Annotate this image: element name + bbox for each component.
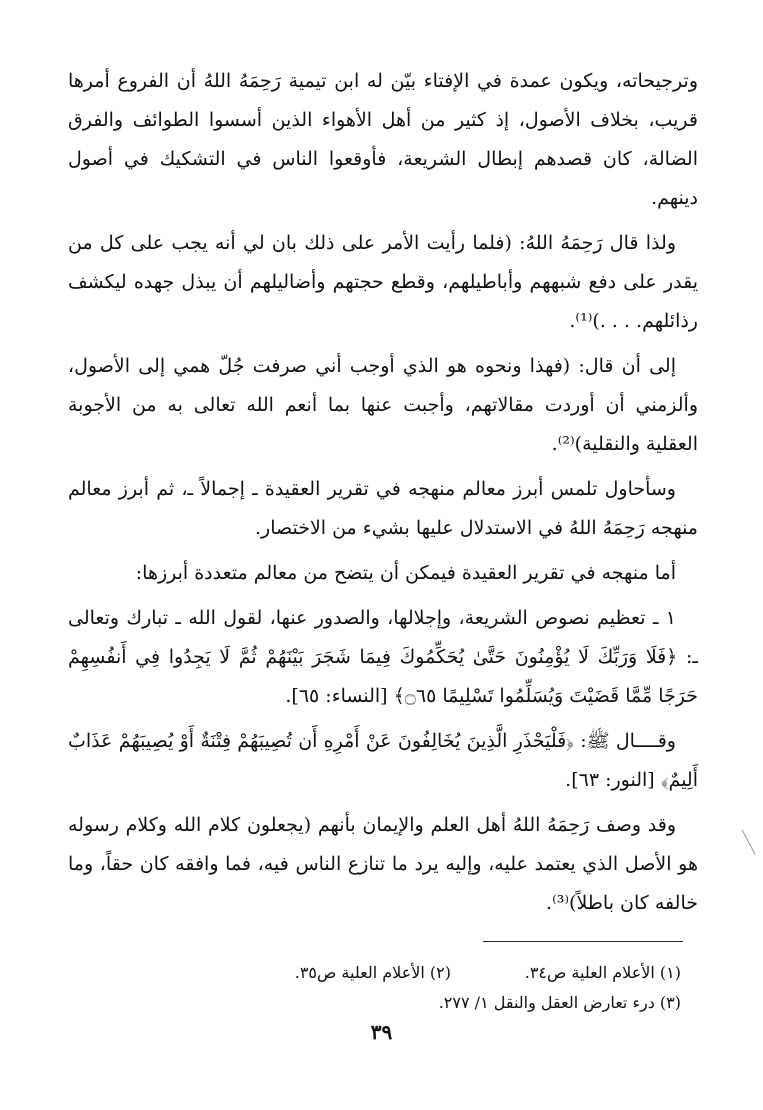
footnote-row: [61, 988, 681, 1018]
footnote-3: (٣) درء تعارض العقل والنقل ١/ ٢٧٧.: [438, 993, 681, 1012]
paragraph-2: ولذا قال رَحِمَهُ اللهُ: (فلما رأيت الأمر على ذلك بان لي أنه يجب على كل من يقدر على دفع شبههم وأباطيلهم، وقطع حجتهم وأضاليلهم أن يبذل جهده ليكشف رذائلهم. . . .)⁽¹⁾.: [68, 232, 698, 332]
body-text: [68, 62, 698, 929]
scan-mark: [741, 829, 755, 854]
footnote-row: [61, 958, 681, 988]
paragraph-4: وسأحاول تلمس أبرز معالم منهجه في تقرير العقيدة ـ إجمالاً ـ، ثم أبرز معالم منهجه رَحِمَهُ اللهُ في الاستدلال عليها بشيء من الاختصار.: [68, 478, 698, 539]
footnotes: [61, 958, 681, 1018]
paragraph-6: ١ ـ تعظيم نصوص الشريعة، وإجلالها، والصدور عنها، لقول الله ـ تبارك وتعالى ـ: ﴿فَلَا وَرَبِّكَ لَا يُؤْمِنُونَ حَتَّىٰ يُحَكِّمُوكَ فِيمَا شَجَرَ بَيْنَهُمْ ثُمَّ لَا يَجِدُوا فِي أَنفُسِهِمْ حَرَجًا مِّمَّا قَضَيْتَ وَيُسَلِّمُوا تَسْلِيمًا ۝٦٥﴾ [النساء: ٦٥].: [68, 607, 698, 707]
paragraph-5: أما منهجه في تقرير العقيدة فيمكن أن يتضح من معالم متعددة أبرزها:: [135, 562, 676, 584]
page-number: ٣٩: [370, 1020, 393, 1044]
paragraph-3: إلى أن قال: (فهذا ونحوه هو الذي أوجب أني صرفت جُلّ همي إلى الأصول، وألزمني أن أوردت مقالاتهم، وأجبت عنها بما أنعم الله تعالى به من الأجوبة العقلية والنقلية)⁽²⁾.: [68, 355, 698, 455]
footnote-separator: [483, 941, 683, 942]
footnote-1: (١) الأعلام العلية ص٣٤.: [524, 963, 681, 982]
footnote-2: (٢) الأعلام العلية ص٣٥.: [294, 963, 451, 982]
paragraph-1: وترجيحاته، ويكون عمدة في الإفتاء بيّن له ابن تيمية رَحِمَهُ اللهُ أن الفروع أمرها قريب، بخلاف الأصول، إذ كثير من أهل الأهواء الذين أسسوا الطوائف والفرق الضالة، كان قصدهم إبطال الشريعة، فأوقعوا الناس في التشكيك في أصول دينهم.: [68, 70, 698, 209]
paragraph-7: وقــــال ﷺ: ﴿فَلْيَحْذَرِ الَّذِينَ يُخَالِفُونَ عَنْ أَمْرِهِ أَن تُصِيبَهُمْ فِتْنَةٌ أَوْ يُصِيبَهُمْ عَذَابٌ أَلِيمٌ﴾ [النور: ٦٣].: [68, 730, 698, 791]
paragraph-8: وقد وصف رَحِمَهُ اللهُ أهل العلم والإيمان بأنهم (يجعلون كلام الله وكلام رسوله هو الأصل الذي يعتمد عليه، وإليه يرد ما تنازع الناس فيه، فما وافقه كان حقاً، وما خالفه كان باطلاً)⁽³⁾.: [68, 814, 698, 914]
